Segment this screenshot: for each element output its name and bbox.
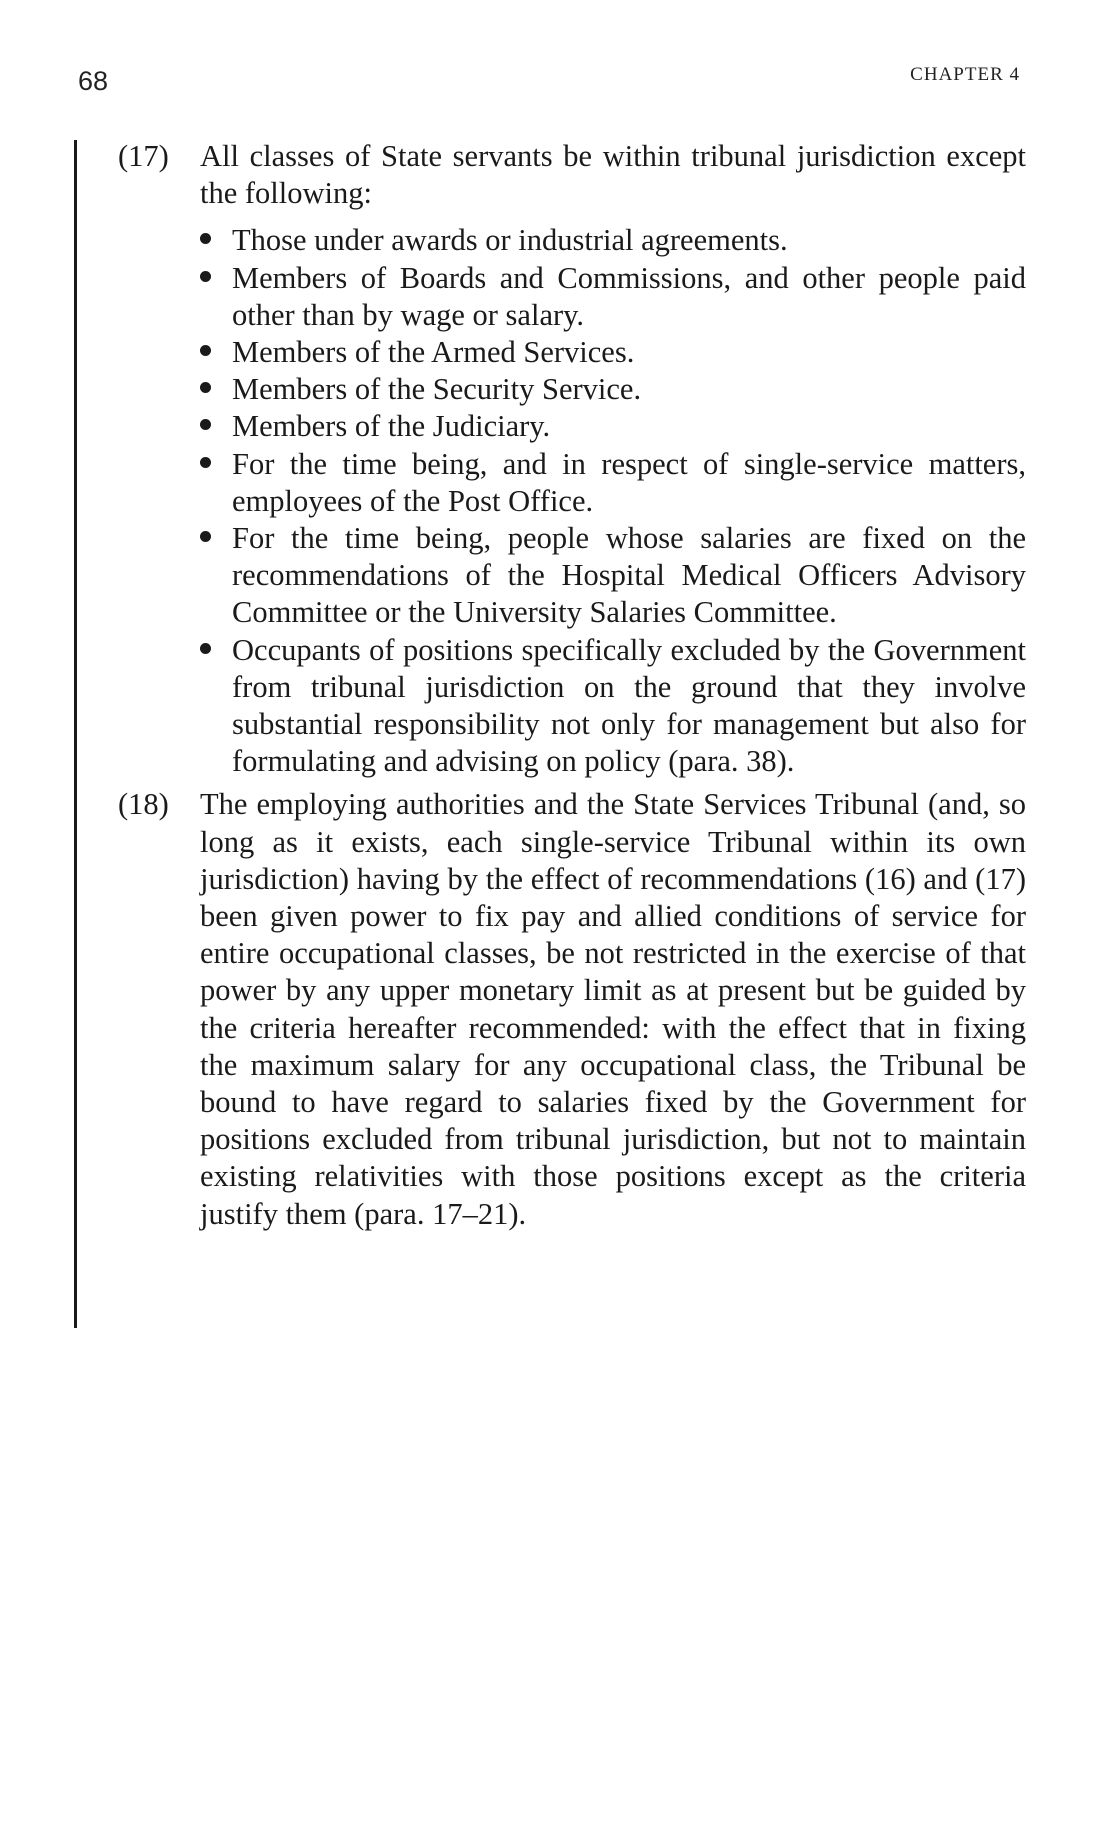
- list-item-text: Members of the Judiciary.: [232, 409, 551, 444]
- list-item: [200, 334, 1026, 371]
- list-item: [200, 371, 1026, 408]
- page-body: [118, 138, 1026, 1233]
- list-item-text: Occupants of positions specifically excluded by the Government from tribunal jurisdiction on the ground that they involve substantial responsibility not only for management but also for formulating and advising on policy (para. 38).: [232, 632, 1026, 779]
- bullet-icon: [200, 531, 211, 542]
- recommendation-number: (17): [118, 139, 169, 173]
- list-item-text: Members of the Armed Services.: [232, 335, 635, 370]
- bullet-icon: [200, 233, 211, 244]
- bullet-icon: [200, 345, 211, 356]
- list-item: [200, 408, 1026, 445]
- list-item-text: Those under awards or industrial agreements.: [232, 223, 788, 258]
- list-item-text: Members of Boards and Commissions, and other people paid other than by wage or salary.: [232, 260, 1026, 332]
- page-number: 68: [78, 66, 109, 96]
- list-item: [200, 632, 1026, 781]
- bullet-icon: [200, 382, 211, 393]
- recommendation-17: [118, 138, 1026, 780]
- list-item: [200, 222, 1026, 259]
- bullet-icon: [200, 271, 211, 282]
- exclusion-list: [200, 222, 1026, 780]
- list-item: [200, 260, 1026, 334]
- recommendation-18: [118, 786, 1026, 1232]
- list-item-text: Members of the Security Service.: [232, 372, 642, 407]
- margin-change-bar: [74, 140, 77, 1328]
- recommendation-text: The employing authorities and the State Services Tribunal (and, so long as it exists, each single-service Tribunal within its own jurisdiction) having by the effect of recommendations (16) and (17) been given power to fix pay and allied conditions of service for entire occupational classes, be not restricted in the exercise of that power by any upper monetary limit as at present but be guided by the criteria hereafter recommended: with the effect that in fixing the maximum salary for any occupational class, the Tribunal be bound to have regard to salaries fixed by the Government for positions excluded from tribunal jurisdiction, but not to maintain existing relativities with those positions except as the criteria justify them (para. 17–21).: [200, 787, 1026, 1231]
- running-head: CHAPTER 4: [910, 64, 1020, 85]
- bullet-icon: [200, 643, 211, 654]
- list-item-text: For the time being, and in respect of single-service matters, employees of the Post Office.: [232, 446, 1026, 518]
- list-item: [200, 520, 1026, 632]
- bullet-icon: [200, 419, 211, 430]
- recommendation-intro: All classes of State servants be within tribunal jurisdiction except the following:: [200, 139, 1026, 211]
- list-item-text: For the time being, people whose salaries are fixed on the recommendations of the Hospital Medical Officers Advisory Committee or the University Salaries Committee.: [232, 521, 1026, 630]
- page-header: [78, 62, 1020, 102]
- list-item: [200, 446, 1026, 520]
- bullet-icon: [200, 457, 211, 468]
- recommendation-number: (18): [118, 787, 169, 822]
